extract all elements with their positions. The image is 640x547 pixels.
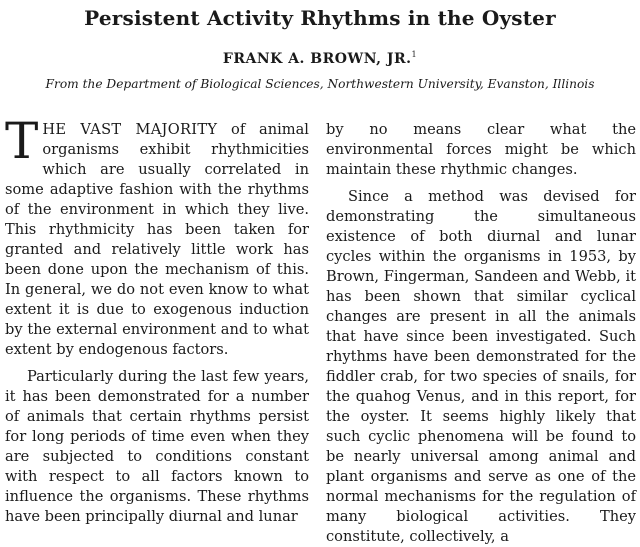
lead-small-caps: HE VAST MAJORITY (42, 121, 218, 138)
left-column (5, 112, 309, 527)
affiliation: From the Department of Biological Sciences, Northwestern University, Evanston, Illinois (45, 77, 595, 91)
right-paragraph-2: Since a method was devised for demonstrating the simultaneous existence of both diurnal and lunar cycles within the organisms in 1953, by Brown, Fingerman, Sandeen and Webb, it has been shown that similar cyclical changes are present in all the animals that have since been investigated. Such rhythms have been demonstrated for the fiddler crab, for two species of snails, for the quahog Venus, and in this report, for the oyster. It seems highly likely that such cyclic phenomena will be found to be nearly universal among animal and plant organisms and serve as one of the normal mechanisms for the regulation of many biological activities. They constitute, collectively, a (326, 188, 636, 545)
right-paragraph-1: by no means clear what the environmental forces might be which maintain these rhythmic changes. (326, 121, 636, 178)
right-column (326, 120, 636, 547)
author-line (0, 50, 640, 67)
article-title: Persistent Activity Rhythms in the Oyster (84, 6, 556, 30)
left-paragraph-1-text: of animal organisms exhibit rhythmicities which are usually correlated in some adaptive fashion with the rhythms of the environment in which they live. This rhythmicity has been taken for granted and relatively little work has been done upon the mechanism of this. In general, we do not even know to what extent it is due to exogenous induction by the external environment and to what extent by endogenous factors. (5, 121, 309, 358)
author-footnote-mark: 1 (411, 50, 418, 59)
drop-cap: T (5, 112, 39, 170)
author-name: FRANK A. BROWN, JR. (222, 51, 412, 67)
left-paragraph-2: Particularly during the last few years, it has been demonstrated for a number of animals that certain rhythms persist for long periods of time even when they are subjected to conditions constant with respect to all factors known to influence the organisms. These rhythms have been principally diurnal and lunar (5, 368, 309, 525)
left-paragraph-1 (5, 112, 309, 360)
